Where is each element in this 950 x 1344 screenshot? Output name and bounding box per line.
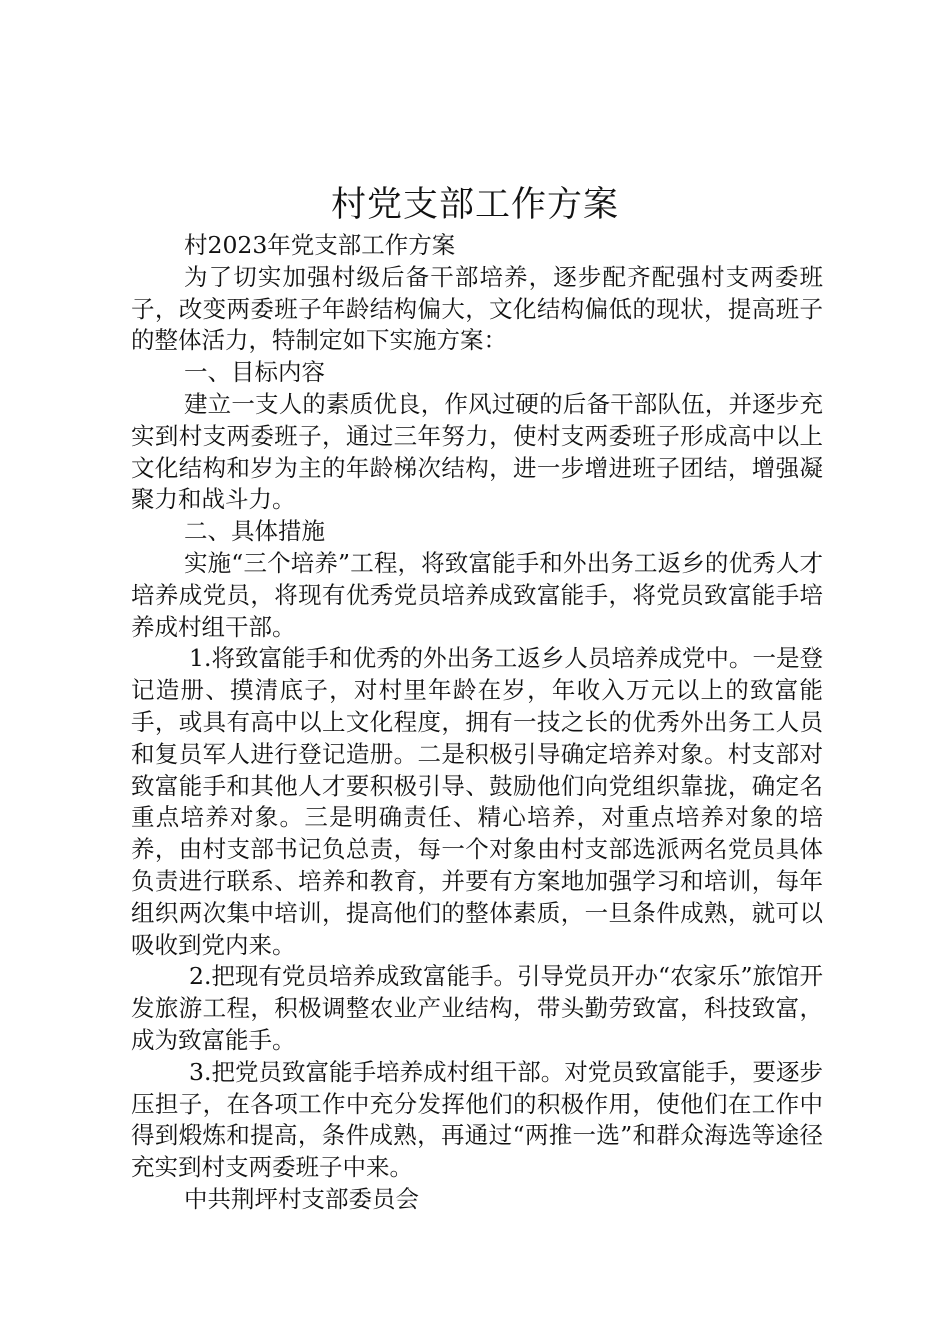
goals-paragraph: 建立一支人的素质优良，作风过硬的后备干部队伍，并逐步充实到村支两委班子，通过三年努力，使村支两委班子形成高中以上文化结构和岁为主的年龄梯次结构，进一步增进班子团结，增强凝聚力和战斗力。 [131, 389, 823, 514]
document-body [131, 230, 823, 1216]
measures-paragraph: 实施“三个培养”工程，将致富能手和外出务工返乡的优秀人才培养成党员，将现有优秀党员培养成致富能手，将党员致富能手培养成村组干部。 [131, 548, 823, 641]
section-heading-measures: 二、具体措施 [184, 517, 325, 546]
signature-line: 中共荆坪村支部委员会 [184, 1184, 419, 1213]
section-heading-goals: 一、目标内容 [184, 358, 325, 387]
measure-item-2: 2.把现有党员培养成致富能手。引导党员开办“农家乐”旅馆开发旅游工程，积极调整农业产业结构，带头勤劳致富，科技致富，成为致富能手。 [131, 962, 823, 1054]
measure-item-3: 3.把党员致富能手培养成村组干部。对党员致富能手，要逐步压担子，在各项工作中充分发挥他们的积极作用，使他们在工作中得到煅炼和提高，条件成熟，再通过“两推一选”和群众海选等途径充实到村支两委班子中来。 [131, 1057, 823, 1182]
document-subtitle: 村2023年党支部工作方案 [184, 231, 456, 259]
document-title: 村党支部工作方案 [330, 185, 619, 225]
intro-paragraph: 为了切实加强村级后备干部培养，逐步配齐配强村支两委班子，改变两委班子年龄结构偏大，文化结构偏低的现状，提高班子的整体活力，特制定如下实施方案： [131, 262, 823, 355]
measure-item-1: 1.将致富能手和优秀的外出务工返乡人员培养成党中。一是登记造册、摸清底子，对村里年龄在岁，年收入万元以上的致富能手，或具有高中以上文化程度，拥有一技之长的优秀外出务工人员和复员军人进行登记造册。二是积极引导确定培养对象。村支部对致富能手和其他人才要积极引导、鼓励他们向党组织靠拢，确定名重点培养对象。三是明确责任、精心培养，对重点培养对象的培养，由村支部书记负总责，每一个对象由村支部选派两名党员具体负责进行联系、培养和教育，并要有方案地加强学习和培训，每年组织两次集中培训，提高他们的整体素质，一旦条件成熟，就可以吸收到党内来。 [131, 644, 823, 959]
